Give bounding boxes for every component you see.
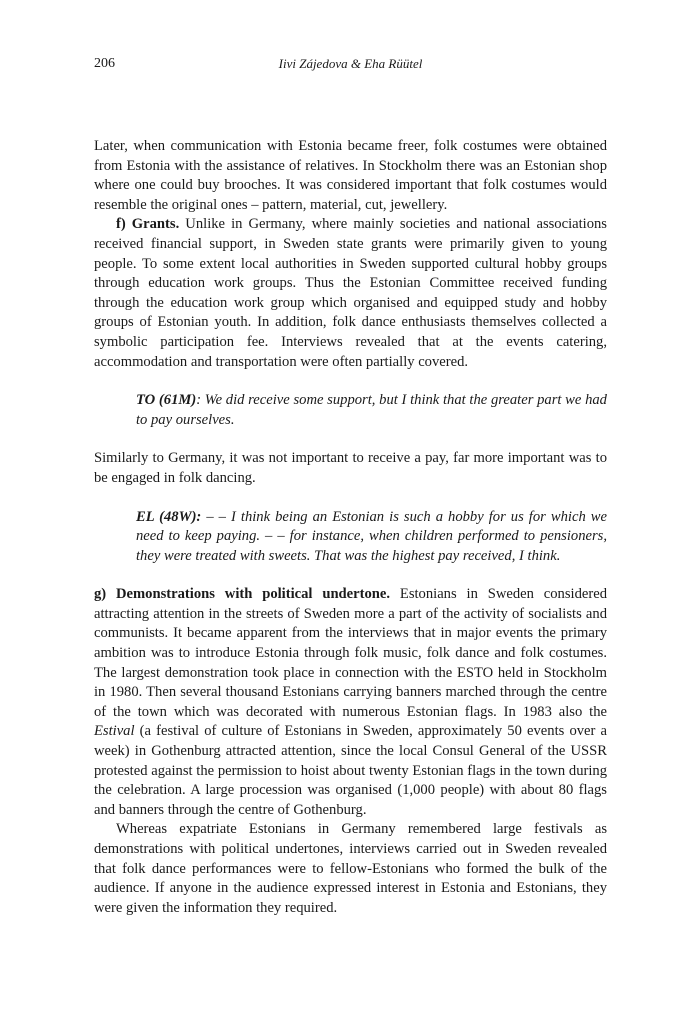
- quote-speaker-to: TO (61M): [136, 392, 197, 409]
- running-title: Iivi Zájedova & Eha Rüütel: [278, 56, 423, 71]
- paragraph-demonstrations-text-b: (a festival of culture of Estonians in Sweden, approximately 50 events over a week) in Gothenburg attracted attention, since the local Consul General of the USSR protested against the permission to hoist about twenty Estonian flags in the town during the celebration. A large procession was organised (1,000 people) with about 80 flags and banners through the centre of Gothenburg.: [94, 723, 607, 818]
- paragraph-grants-text: Unlike in Germany, where mainly societies and national associations received financial support, in Sweden state grants were primarily given to young people. To some extent local authorities in Sweden supported cultural hobby groups through education work groups. Thus the Estonian Committee received funding through the education work group which organised and equipped study and hobby groups of Estonian youth. In addition, folk dance enthusiasts themselves collected a symbolic participation fee. Interviews revealed that at the events catering, accommodation and transportation were often partially covered.: [94, 216, 607, 370]
- paragraph-pay: Similarly to Germany, it was not important to receive a pay, far more important was to be engaged in folk dancing.: [94, 450, 607, 486]
- section-heading-grants: f) Grants.: [116, 216, 180, 233]
- paragraph-performances: Whereas expatriate Estonians in Germany remembered large festivals as demonstrations with political undertones, interviews carried out in Sweden revealed that folk dance performances were to fellow-Estonians who formed the bulk of the audience. If anyone in the audience expressed interest in Estonia and Estonians, they were given the information they required.: [94, 821, 607, 916]
- body-text: [94, 137, 607, 918]
- paragraph-grants: [94, 215, 607, 372]
- quote-text-el: – – I think being an Estonian is such a hobby for us for which we need to keep paying. – – for instance, when children performed to pensioners, they were treated with sweets. That was the highest pay received, I think.: [136, 508, 607, 564]
- quote-text-to: : We did receive some support, but I think that the greater part we had to pay ourselves.: [136, 392, 607, 428]
- paragraph-demonstrations: [94, 585, 607, 820]
- page-number: 206: [94, 56, 115, 71]
- quote-speaker-el: EL (48W):: [136, 508, 202, 525]
- running-head: [94, 56, 607, 76]
- paragraph-demonstrations-text-a: Estonians in Sweden considered attracting attention in the streets of Sweden more a part of the activity of socialists and communists. It became apparent from the interviews that in major events the primary ambition was to introduce Estonia through folk music, folk dance and folk costumes. The largest demonstration took place in connection with the ESTO held in Stockholm in 1980. Then several thousand Estonians carrying banners marched through the centre of the town which was decorated with numerous Estonian flags. In 1983 also the: [94, 586, 607, 720]
- interview-quote-to: [136, 391, 607, 430]
- paragraph-costumes: Later, when communication with Estonia became freer, folk costumes were obtained from Estonia with the assistance of relatives. In Stockholm there was an Estonian shop where one could buy brooches. It was considered important that folk costumes would resemble the original ones – pattern, material, cut, jewellery.: [94, 138, 607, 213]
- estival-term: Estival: [94, 723, 135, 740]
- section-heading-demonstrations: g) Demonstrations with political undertone.: [94, 586, 391, 603]
- interview-quote-el: [136, 508, 607, 567]
